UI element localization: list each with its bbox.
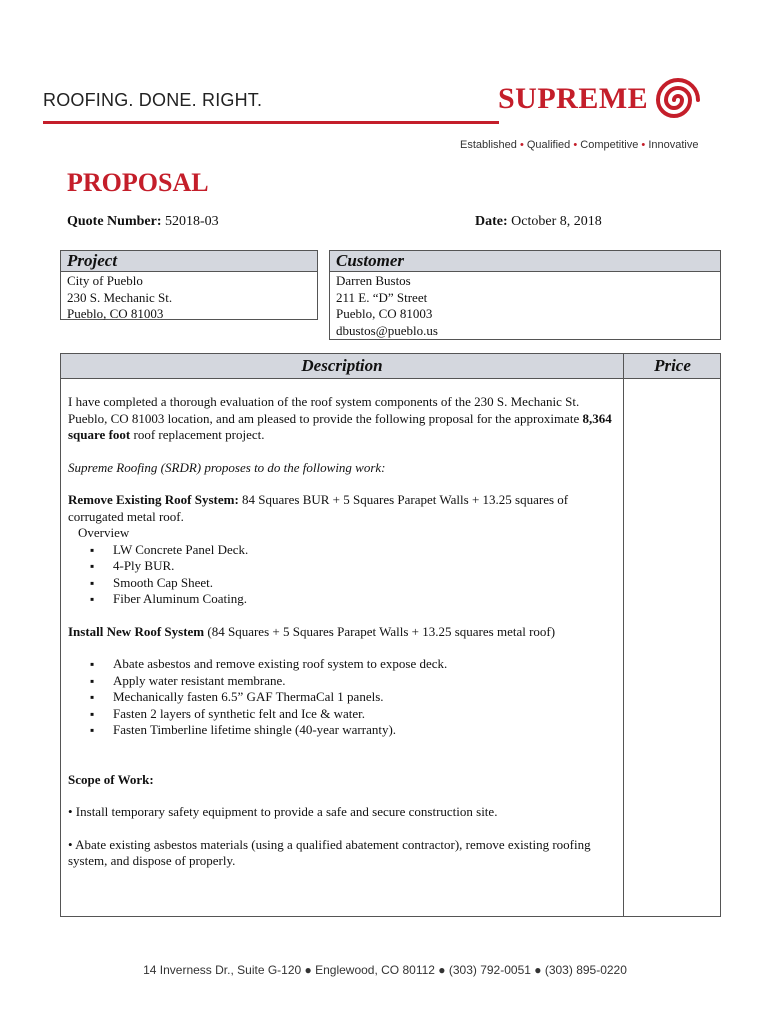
list-item: ▪ LW Concrete Panel Deck. bbox=[68, 542, 618, 559]
overview-label: Overview bbox=[78, 525, 130, 540]
price-heading: Price bbox=[654, 356, 691, 375]
spiral-logo-icon bbox=[650, 74, 706, 126]
description-heading: Description bbox=[301, 356, 383, 375]
column-divider bbox=[623, 354, 624, 916]
customer-email: dbustos@pueblo.us bbox=[336, 322, 438, 338]
header-tagline: ROOFING. DONE. RIGHT. bbox=[43, 90, 263, 110]
list-item: ▪ Apply water resistant membrane. bbox=[68, 673, 618, 690]
customer-heading: Customer bbox=[330, 251, 720, 272]
install-section: Install New Roof System (84 Squares + 5 Squares Parapet Walls + 13.25 squares metal roof) bbox=[68, 623, 556, 639]
description-table bbox=[60, 353, 721, 917]
customer-line: Darren Bustos bbox=[336, 273, 411, 288]
scope-item: • Install temporary safety equipment to provide a safe and secure construction site. bbox=[68, 804, 498, 819]
list-item: ▪ Mechanically fasten 6.5” GAF ThermaCal 1 panels. bbox=[68, 689, 618, 706]
customer-line: 211 E. “D” Street bbox=[336, 289, 428, 305]
list-item: ▪ Fasten Timberline lifetime shingle (40-year warranty). bbox=[68, 722, 618, 739]
scope-heading: Scope of Work: bbox=[68, 771, 154, 787]
remove-section: Remove Existing Roof System: 84 Squares BUR + 5 Squares Parapet Walls + 13.25 squares of corrugated metal roof. bbox=[68, 492, 569, 524]
description-body bbox=[68, 394, 618, 870]
logo-wordmark: SUPREME bbox=[498, 82, 649, 115]
description-table-header bbox=[61, 354, 720, 379]
supreme-logo bbox=[498, 72, 710, 128]
install-list bbox=[68, 656, 618, 739]
intro-paragraph: I have completed a thorough evaluation of the roof system components of the 230 S. Mechanic St. Pueblo, CO 81003 location, and am pleased to provide the following proposal for the approximate 8,364 square foot roof replacement project. bbox=[68, 394, 612, 442]
project-line: City of Pueblo bbox=[67, 273, 143, 288]
proposes-line: Supreme Roofing (SRDR) proposes to do the following work: bbox=[68, 459, 386, 475]
customer-line: Pueblo, CO 81003 bbox=[336, 306, 433, 321]
header-rule bbox=[43, 121, 499, 124]
customer-box bbox=[329, 250, 721, 340]
quote-number: Quote Number: 52018-03 bbox=[67, 214, 219, 229]
list-item: ▪ Fiber Aluminum Coating. bbox=[68, 591, 618, 608]
footer-address: 14 Inverness Dr., Suite G-120 ● Englewood, CO 80112 ● (303) 792-0051 ● (303) 895-0220 bbox=[143, 963, 627, 977]
overview-list bbox=[68, 542, 618, 608]
project-line: 230 S. Mechanic St. bbox=[67, 289, 173, 305]
list-item: ▪ 4-Ply BUR. bbox=[68, 558, 618, 575]
proposal-date: Date: October 8, 2018 bbox=[475, 214, 602, 229]
project-box bbox=[60, 250, 318, 320]
list-item: ▪ Fasten 2 layers of synthetic felt and Ice & water. bbox=[68, 706, 618, 723]
page-title: PROPOSAL bbox=[67, 168, 209, 197]
project-line: Pueblo, CO 81003 bbox=[67, 306, 164, 321]
list-item: ▪ Abate asbestos and remove existing roof system to expose deck. bbox=[68, 656, 618, 673]
project-heading: Project bbox=[61, 251, 317, 272]
list-item: ▪ Smooth Cap Sheet. bbox=[68, 575, 618, 592]
scope-item: • Abate existing asbestos materials (using a qualified abatement contractor), remove existing roofing system, and dispose of properly. bbox=[68, 836, 591, 868]
header-motto: Established • Qualified • Competitive • Innovative bbox=[460, 139, 699, 151]
